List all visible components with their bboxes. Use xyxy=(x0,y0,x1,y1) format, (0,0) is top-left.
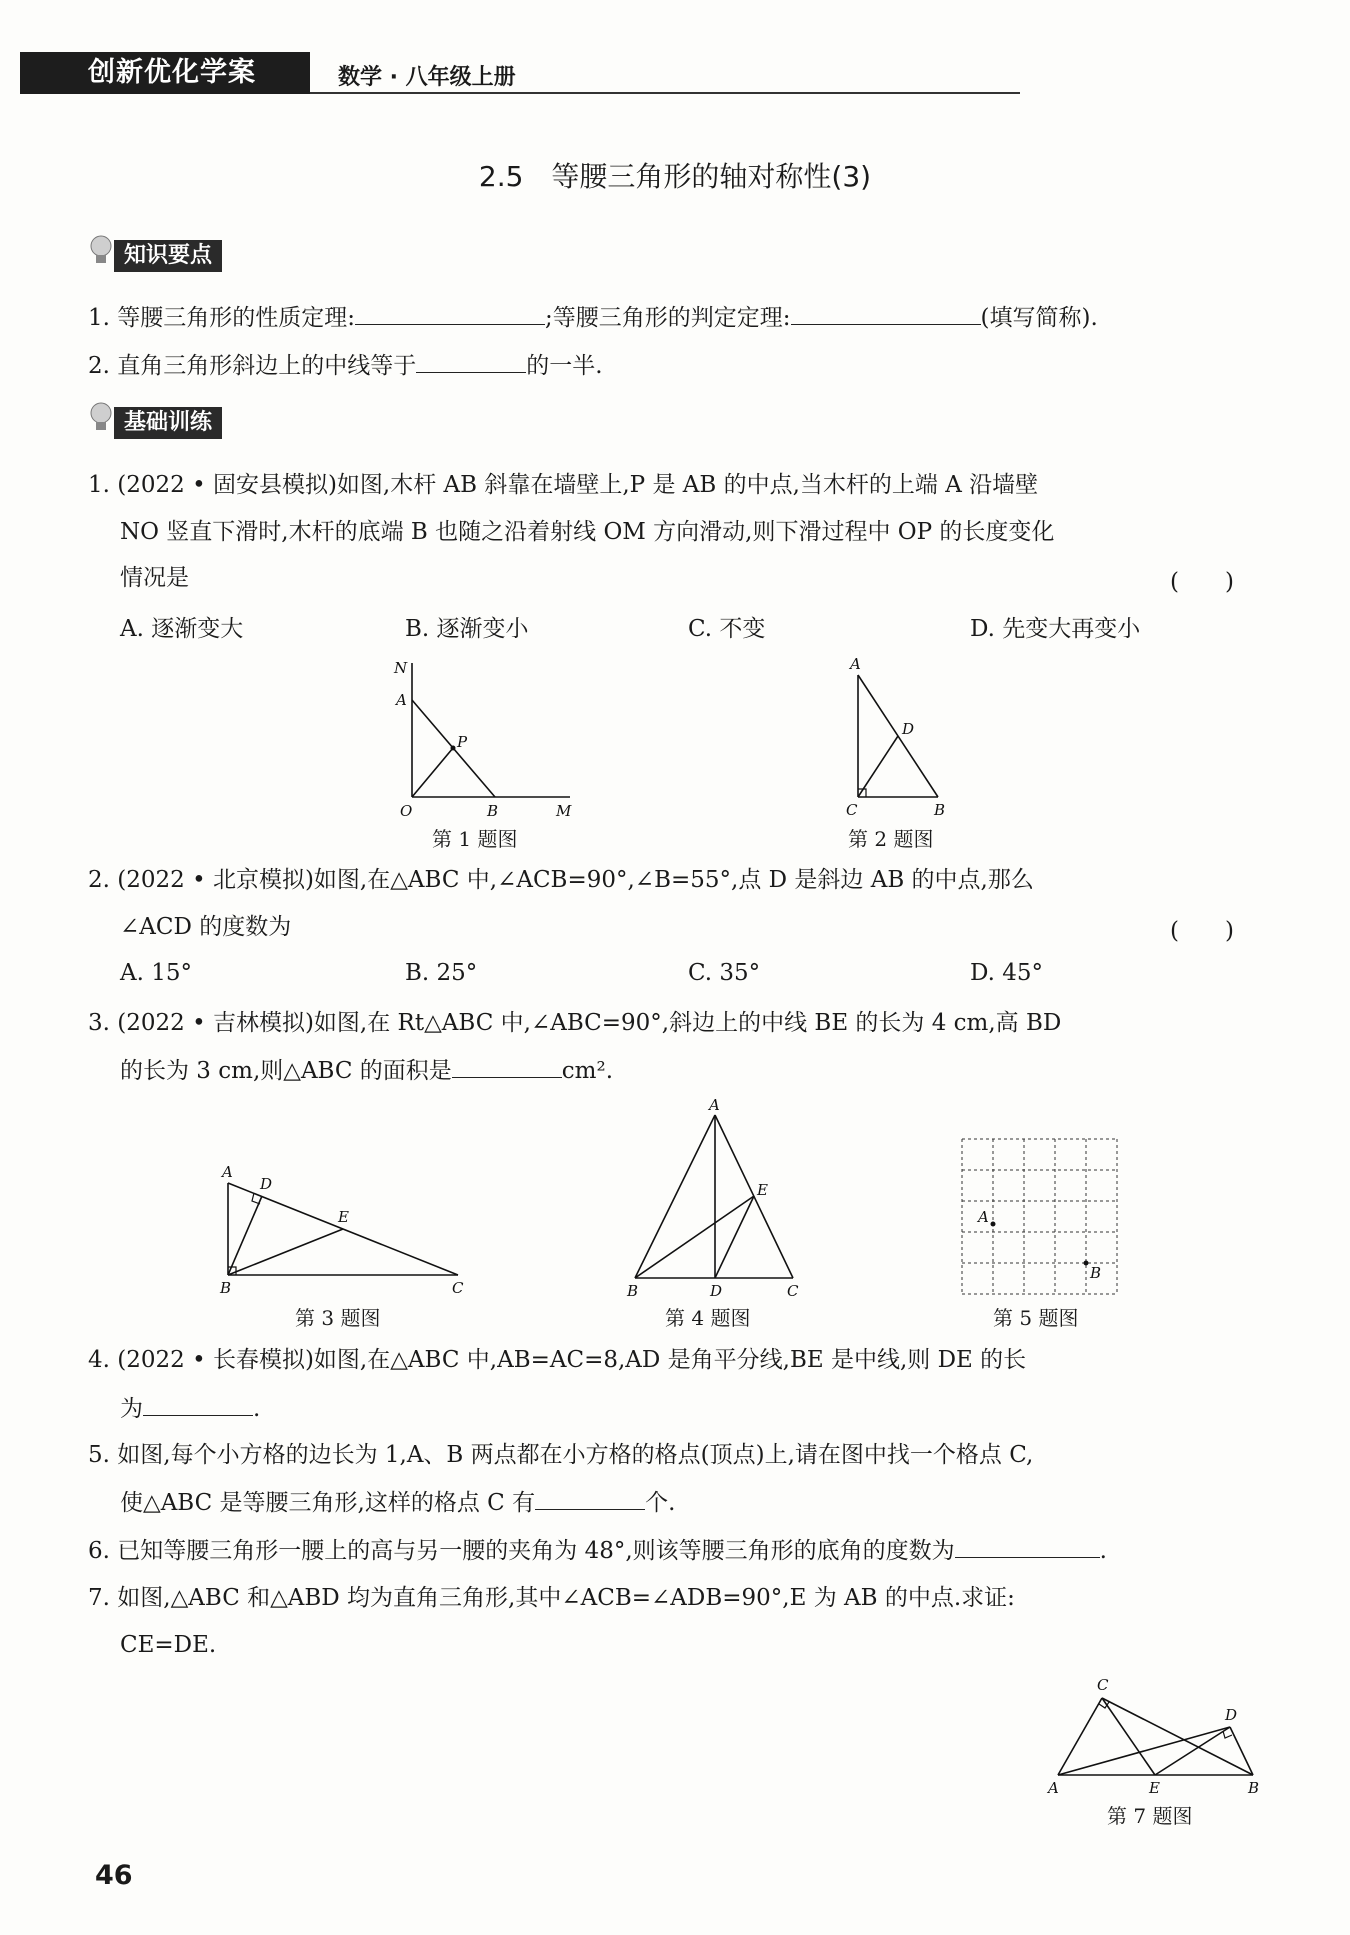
q2-option-a[interactable]: A. 15° xyxy=(120,960,192,986)
q5-line-1: 5. 如图,每个小方格的边长为 1,A、B 两点都在小方格的格点(顶点)上,请在图中找一个格点 C, xyxy=(88,1442,1034,1468)
fig4-label-c: C xyxy=(787,1282,799,1300)
fig7-label-e: E xyxy=(1149,1779,1160,1797)
fig3-label-c: C xyxy=(452,1279,464,1297)
q2-option-d[interactable]: D. 45° xyxy=(970,960,1044,986)
lightbulb-icon xyxy=(90,236,112,266)
q2-option-b[interactable]: B. 25° xyxy=(405,960,478,986)
answer-blank[interactable] xyxy=(535,1487,645,1510)
q4-line-2: 为 . xyxy=(120,1393,260,1424)
fig7-label-b: B xyxy=(1248,1779,1260,1797)
section-label: 基础训练 xyxy=(114,407,222,439)
fig3-label-e: E xyxy=(338,1208,349,1226)
lightbulb-icon xyxy=(90,403,112,433)
figure-1-caption: 第 1 题图 xyxy=(432,827,518,851)
figure-1 xyxy=(390,655,590,825)
fig5-label-a: A xyxy=(978,1208,989,1226)
knowledge-item-1: 1. 等腰三角形的性质定理: ;等腰三角形的判定定理: (填写简称). xyxy=(88,302,1098,333)
knowledge-item-2: 2. 直角三角形斜边上的中线等于 的一半. xyxy=(88,350,603,381)
figure-5-caption: 第 5 题图 xyxy=(993,1306,1079,1330)
q1-line-3: 情况是 xyxy=(120,565,189,591)
q1-option-b[interactable]: B. 逐渐变小 xyxy=(405,616,529,642)
q7-line-1: 7. 如图,△ABC 和△ABD 均为直角三角形,其中∠ACB=∠ADB=90°,E 为 AB 的中点.求证: xyxy=(88,1585,1015,1611)
fig4-label-d: D xyxy=(710,1282,723,1300)
q1-option-a[interactable]: A. 逐渐变大 xyxy=(120,616,244,642)
fig7-label-c: C xyxy=(1097,1676,1109,1694)
q4-line-1: 4. (2022 • 长春模拟)如图,在△ABC 中,AB=AC=8,AD 是角平分线,BE 是中线,则 DE 的长 xyxy=(88,1347,1027,1373)
fig1-label-p: P xyxy=(457,733,468,751)
figure-2-caption: 第 2 题图 xyxy=(848,827,934,851)
fig7-label-a: A xyxy=(1048,1779,1059,1797)
q1-line-1: 1. (2022 • 固安县模拟)如图,木杆 AB 斜靠在墙壁上,P 是 AB 的中点,当木杆的上端 A 沿墙壁 xyxy=(88,472,1039,498)
fig3-label-b: B xyxy=(220,1279,232,1297)
fig1-label-n: N xyxy=(394,659,408,677)
section-label: 知识要点 xyxy=(114,240,222,272)
brand-banner: 创新优化学案 xyxy=(20,52,310,94)
answer-blank[interactable] xyxy=(143,1393,253,1416)
fig2-label-c: C xyxy=(846,801,858,819)
q5-line-2: 使△ABC 是等腰三角形,这样的格点 C 有 个. xyxy=(120,1487,675,1518)
fig2-label-d: D xyxy=(902,720,915,738)
answer-blank[interactable] xyxy=(452,1055,562,1078)
q1-answer-paren[interactable]: ( ) xyxy=(1170,569,1234,595)
figure-7 xyxy=(1045,1670,1265,1795)
fig1-label-m: M xyxy=(556,802,572,820)
answer-blank[interactable] xyxy=(355,302,545,325)
figure-4 xyxy=(625,1096,805,1300)
fig4-label-b: B xyxy=(627,1282,639,1300)
header-rule xyxy=(310,92,1020,94)
q7-line-2: CE=DE. xyxy=(120,1632,217,1658)
answer-blank[interactable] xyxy=(416,350,526,373)
fig2-label-a: A xyxy=(850,655,861,673)
q2-option-c[interactable]: C. 35° xyxy=(688,960,761,986)
fig7-label-d: D xyxy=(1225,1706,1238,1724)
figure-7-caption: 第 7 题图 xyxy=(1107,1804,1193,1828)
q1-line-2: NO 竖直下滑时,木杆的底端 B 也随之沿着射线 OM 方向滑动,则下滑过程中 OP 的长度变化 xyxy=(120,519,1055,545)
fig4-label-e: E xyxy=(757,1181,768,1199)
figure-3 xyxy=(210,1163,470,1297)
q2-line-2: ∠ACD 的度数为 xyxy=(120,914,292,940)
fig3-label-a: A xyxy=(222,1163,233,1181)
page-number: 46 xyxy=(95,1860,133,1891)
q2-answer-paren[interactable]: ( ) xyxy=(1170,918,1234,944)
fig1-label-a: A xyxy=(396,691,407,709)
fig1-label-o: O xyxy=(400,802,413,820)
fig2-label-b: B xyxy=(934,801,946,819)
figure-2 xyxy=(840,655,970,825)
answer-blank[interactable] xyxy=(955,1535,1100,1558)
fig5-label-b: B xyxy=(1090,1264,1102,1282)
fig4-label-a: A xyxy=(709,1096,720,1114)
fig3-label-d: D xyxy=(260,1175,273,1193)
q1-option-c[interactable]: C. 不变 xyxy=(688,616,766,642)
q3-line-1: 3. (2022 • 吉林模拟)如图,在 Rt△ABC 中,∠ABC=90°,斜边上的中线 BE 的长为 4 cm,高 BD xyxy=(88,1010,1062,1036)
figure-5 xyxy=(960,1137,1120,1297)
figure-3-caption: 第 3 题图 xyxy=(295,1306,381,1330)
q2-line-1: 2. (2022 • 北京模拟)如图,在△ABC 中,∠ACB=90°,∠B=55°,点 D 是斜边 AB 的中点,那么 xyxy=(88,867,1034,893)
q1-option-d[interactable]: D. 先变大再变小 xyxy=(970,616,1141,642)
subject-label: 数学 · 八年级上册 xyxy=(338,65,516,90)
figure-4-caption: 第 4 题图 xyxy=(665,1306,751,1330)
q6-line: 6. 已知等腰三角形一腰上的高与另一腰的夹角为 48°,则该等腰三角形的底角的度数为 . xyxy=(88,1535,1107,1566)
page-title: 2.5 等腰三角形的轴对称性(3) xyxy=(478,160,872,193)
q3-line-2: 的长为 3 cm,则△ABC 的面积是 cm². xyxy=(120,1055,613,1086)
answer-blank[interactable] xyxy=(791,302,981,325)
fig1-label-b: B xyxy=(487,802,499,820)
